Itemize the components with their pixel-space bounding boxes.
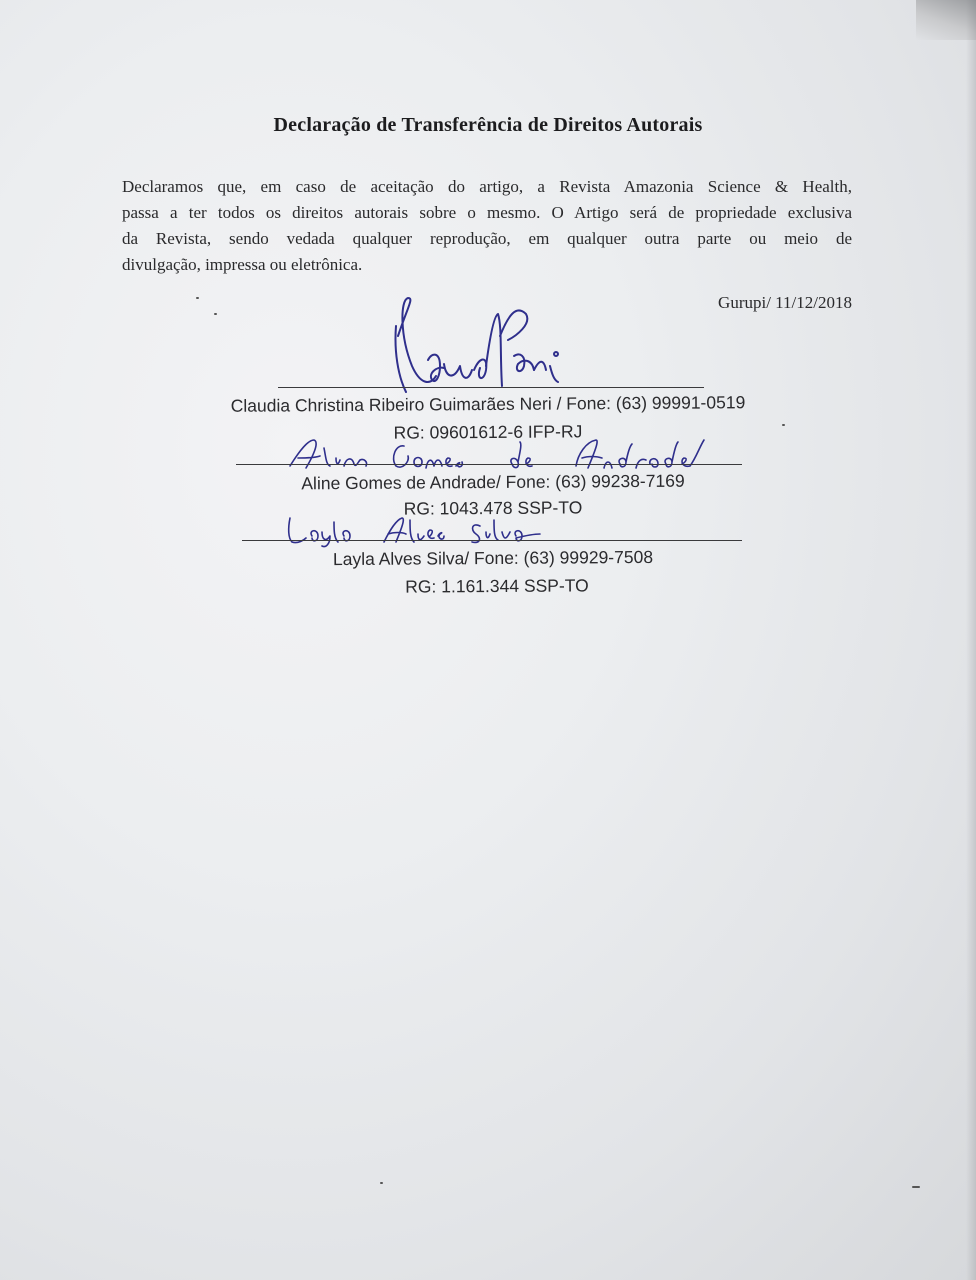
paper-speck (214, 313, 217, 315)
signatory-2-id: RG: 1043.478 SSP-TO (403, 497, 583, 519)
signature-line (242, 540, 742, 541)
paper-speck (380, 1182, 383, 1184)
paragraph-line: divulgação, impressa ou eletrônica. (122, 255, 363, 274)
signature-line (236, 464, 742, 465)
signatory-1-name: Claudia Christina Ribeiro Guimarães Neri / Fone: (63) 99991-0519 (230, 392, 746, 416)
paper-edge-shadow (966, 0, 976, 1280)
signature-3 (284, 512, 564, 548)
signature-line (278, 387, 704, 388)
paper-speck (912, 1186, 920, 1188)
place-date: Gurupi/ 11/12/2018 (718, 293, 852, 312)
signatory-3-name: Layla Alves Silva/ Fone: (63) 99929-7508 (332, 546, 654, 570)
signatory-3-id: RG: 1.161.344 SSP-TO (405, 575, 589, 597)
declaration-paragraph (122, 174, 852, 278)
paragraph-line: da Revista, sendo vedada qualquer reprodução, em qualquer outra parte ou meio de (122, 229, 852, 248)
signature-2 (286, 428, 716, 472)
signatory-2-name: Aline Gomes de Andrade/ Fone: (63) 99238-7169 (301, 470, 685, 494)
paper-speck (196, 297, 199, 299)
signature-1 (384, 296, 574, 398)
document-title: Declaração de Transferência de Direitos Autorais (273, 114, 703, 136)
signatory-1-id: RG: 09601612-6 IFP-RJ (393, 421, 583, 443)
paragraph-line: passa a ter todos os direitos autorais sobre o mesmo. O Artigo será de propriedade exclusiva (122, 203, 852, 222)
paragraph-line: Declaramos que, em caso de aceitação do artigo, a Revista Amazonia Science & Health, (122, 177, 852, 196)
